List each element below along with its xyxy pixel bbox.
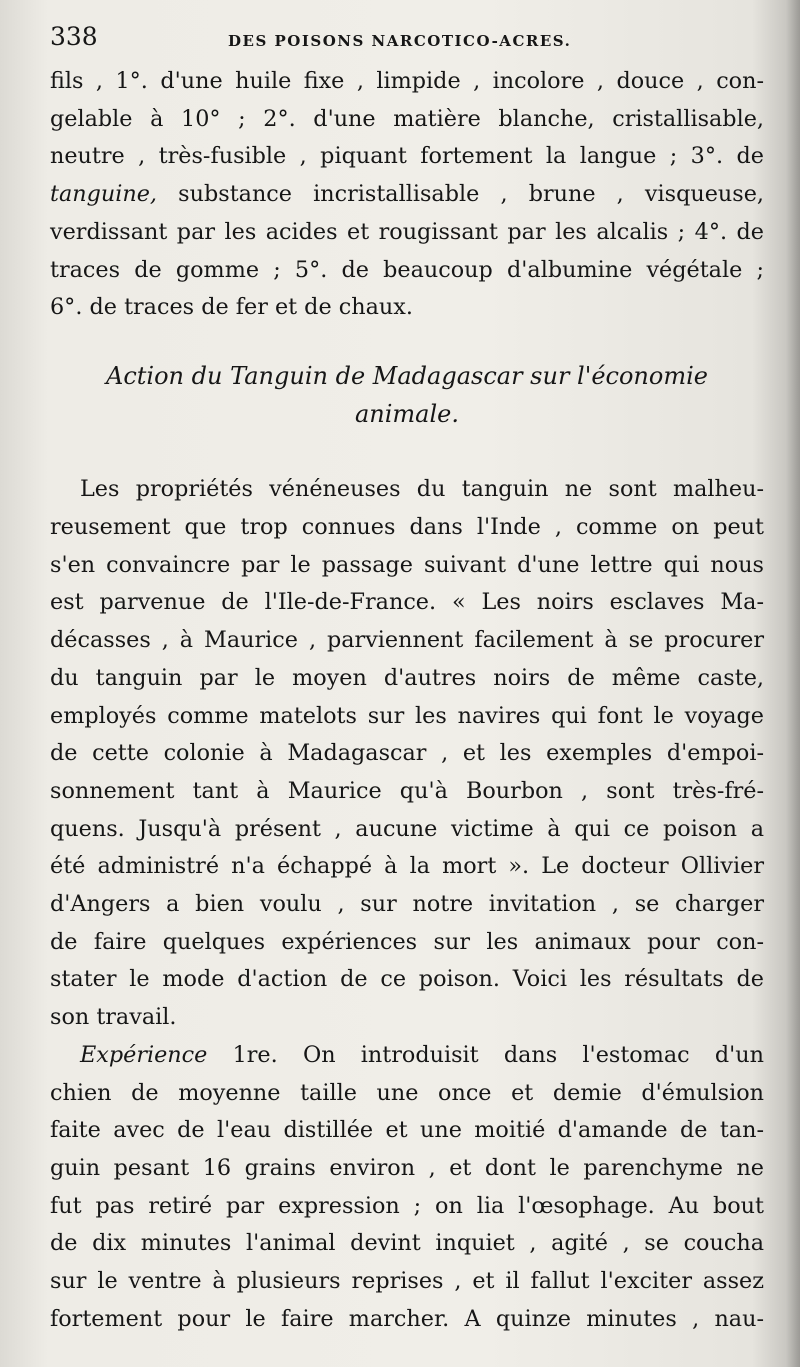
page-header	[50, 22, 765, 62]
text-line: du tanguin par le moyen d'autres noirs de même caste,	[50, 664, 764, 691]
running-head: DES POISONS NARCOTICO-ACRES.	[228, 32, 572, 50]
text-line: employés comme matelots sur les navires qui font le voyage	[50, 702, 764, 729]
text-line: faite avec de l'eau distillée et une moitié d'amande de tan-	[50, 1117, 764, 1144]
text-line: de cette colonie à Madagascar , et les exemples d'empoi-	[50, 740, 764, 767]
line-rest: substance incristallisable , brune , visqueuse,	[157, 181, 764, 208]
text-line: fortement pour le faire marcher. A quinze minutes , nau-	[50, 1305, 764, 1332]
text-line: sur le ventre à plusieurs reprises , et il fallut l'exciter assez	[50, 1268, 764, 1295]
text-line: chien de moyenne taille une once et demie d'émulsion	[50, 1079, 764, 1106]
page-number: 338	[50, 22, 98, 51]
line-rest: On introduisit dans l'estomac d'un	[302, 1041, 764, 1068]
text-line: décasses , à Maurice , parviennent facilement à se procurer	[50, 627, 764, 654]
text-line: fut pas retiré par expression ; on lia l'œsophage. Au bout	[50, 1192, 764, 1219]
text-line: de dix minutes l'animal devint inquiet , agité , se coucha	[50, 1230, 764, 1257]
text-line: traces de gomme ; 5°. de beaucoup d'albumine végétale ;	[50, 256, 764, 283]
text-line: stater le mode d'action de ce poison. Voici les résultats de	[50, 966, 764, 993]
text-line: est parvenue de l'Ile-de-France. « Les noirs esclaves Ma-	[50, 589, 764, 616]
text-line	[50, 1037, 764, 1075]
heading-line: Action du Tanguin de Madagascar sur l'économie	[106, 361, 708, 390]
experiment-label: Expérience	[80, 1041, 208, 1068]
section-heading	[50, 358, 764, 433]
text-line: gelable à 10° ; 2°. d'une matière blanche, cristallisable,	[50, 105, 764, 132]
text-line: quens. Jusqu'à présent , aucune victime à qui ce poison a	[50, 815, 764, 842]
text-line: s'en convaincre par le passage suivant d'une lettre qui nous	[50, 551, 764, 578]
text-line: de faire quelques expériences sur les animaux pour con-	[50, 928, 764, 955]
text-line	[50, 176, 764, 214]
heading-line: animale.	[354, 399, 459, 428]
text-line: fils , 1°. d'une huile fixe , limpide , incolore , douce , con-	[50, 68, 764, 94]
paragraph-3	[50, 1037, 764, 1339]
page-edge-shadow	[786, 0, 800, 1367]
body-text	[50, 63, 764, 1339]
text-line: été administré n'a échappé à la mort ». Le docteur Ollivier	[50, 853, 764, 880]
paragraph-1	[50, 63, 764, 327]
term-tanguine: tanguine,	[50, 181, 158, 208]
text-line: Les propriétés vénéneuses du tanguin ne sont malheu-	[80, 476, 764, 503]
paragraph-2	[50, 471, 764, 1037]
experiment-ordinal: 1re.	[232, 1041, 278, 1068]
text-line: neutre , très-fusible , piquant fortement la langue ; 3°. de	[50, 143, 764, 170]
text-line: sonnement tant à Maurice qu'à Bourbon , sont très-fré-	[50, 777, 764, 804]
text-line: guin pesant 16 grains environ , et dont le parenchyme ne	[50, 1154, 764, 1181]
text-line: verdissant par les acides et rougissant par les alcalis ; 4°. de	[50, 218, 764, 245]
text-line: son travail.	[50, 1004, 177, 1031]
text-line: 6°. de traces de fer et de chaux.	[50, 294, 413, 321]
text-line: d'Angers a bien voulu , sur notre invitation , se charger	[50, 891, 764, 918]
text-line: reusement que trop connues dans l'Inde , comme on peut	[50, 514, 764, 541]
